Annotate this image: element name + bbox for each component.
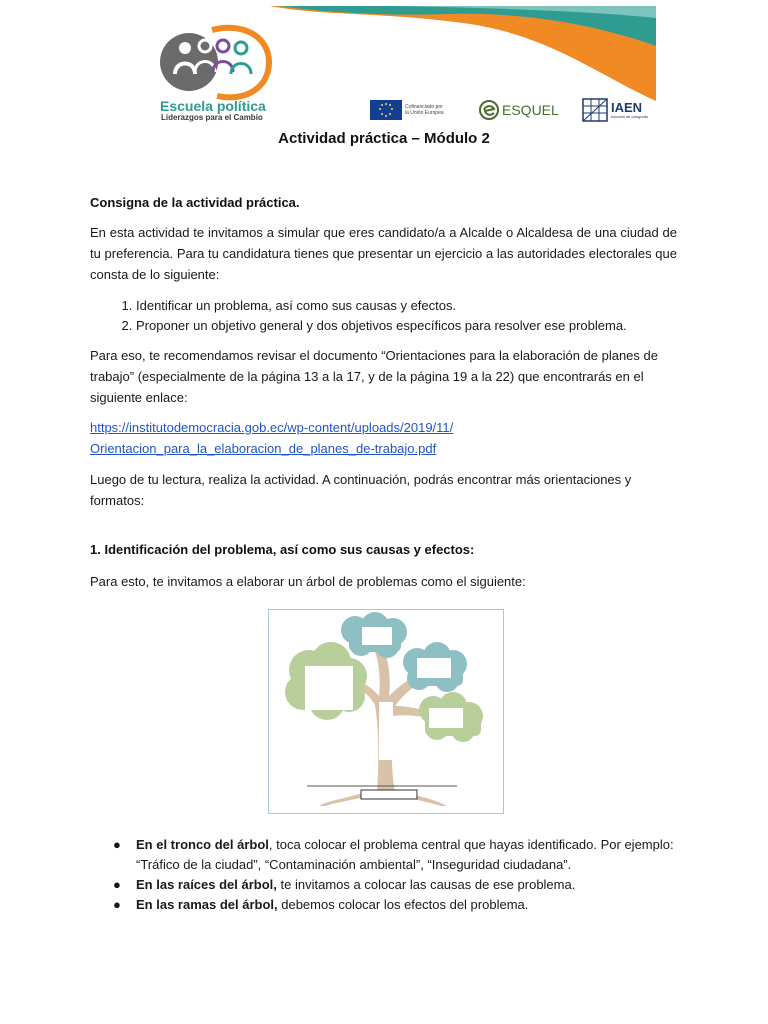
after-reading-paragraph: Luego de tu lectura, realiza la actividad. A continuación, podrás encontrar más orientaciones y formatos: (90, 472, 632, 508)
header-banner (130, 6, 656, 124)
list-item: 2. Proponer un objetivo general y dos objetivos específicos para resolver ese problema. (136, 316, 696, 336)
reference-paragraph: Para eso, te recomendamos revisar el documento “Orientaciones para la elaboración de planes de trabajo” (especialmente de la página 13 a la 17, y de la página 19 a la 22) que encontrarás en el siguiente enlace: (90, 348, 658, 405)
bullet-bold-text: En las ramas del árbol, (136, 897, 278, 912)
esquel-logo (478, 98, 559, 122)
bullet-bold-text: En las raíces del árbol, (136, 877, 277, 892)
iaen-grid-icon (582, 98, 608, 122)
bullet-text: te invitamos a colocar las causas de ese problema. (276, 877, 576, 892)
escuela-politica-logo (157, 22, 277, 102)
section-heading-consigna: Consigna de la actividad práctica. (90, 195, 300, 210)
tree-intro-paragraph: Para esto, te invitamos a elaborar un árbol de problemas como el siguiente: (90, 574, 526, 589)
bullet-text: debemos colocar los efectos del problema. (277, 897, 529, 912)
bullet-text: , toca colocar el problema central que hayas identificado. Por ejemplo: “Tráfico de la ciudad”, “Contaminación ambiental”, “Inseguridad ciudadana”. (136, 837, 674, 872)
document-link-line1[interactable]: https://institutodemocracia.gob.ec/wp-content/uploads/2019/11/ (90, 420, 454, 435)
document-link-line2[interactable]: Orientacion_para_la_elaboracion_de_planes_de-trabajo.pdf (90, 441, 437, 456)
intro-paragraph: En esta actividad te invitamos a simular que eres candidato/a a Alcalde o Alcaldesa de una ciudad de tu preferencia. Para tu candidatura tienes que presentar un ejercicio a las autoridades electorales que consta de lo siguiente: (90, 225, 677, 282)
document-title: Actividad práctica – Módulo 2 (278, 130, 490, 147)
list-item: 1. Identificar un problema, así como sus causas y efectos. (136, 296, 696, 316)
iaen-label: IAEN (611, 100, 643, 115)
iaen-caption: escuela de posgrado (611, 114, 649, 119)
list-item (113, 895, 716, 915)
bullet-icon: ● (113, 837, 121, 852)
iaen-text-block (611, 101, 648, 119)
eu-caption: Cofinanciado por la Unión Europea (405, 104, 444, 116)
esquel-label: ESQUEL (502, 102, 559, 118)
brand-title: Escuela política (160, 98, 266, 114)
section-heading-problem: 1. Identificación del problema, así como sus causas y efectos: (90, 542, 475, 557)
problem-tree-illustration (269, 610, 503, 813)
tree-instructions-list (90, 835, 716, 915)
list-item (113, 835, 716, 875)
eu-partner-logo (370, 98, 445, 122)
steps-list (90, 296, 696, 336)
list-item (113, 875, 716, 895)
esquel-emblem-icon (478, 99, 500, 121)
bullet-bold-text: En el tronco del árbol (136, 837, 269, 852)
brand-subtitle: Liderazgos para el Cambio (161, 113, 263, 122)
bullet-icon: ● (113, 877, 121, 892)
problem-tree-figure (268, 609, 504, 814)
eu-flag-icon (370, 100, 402, 120)
bullet-icon: ● (113, 897, 121, 912)
iaen-logo (582, 98, 648, 122)
